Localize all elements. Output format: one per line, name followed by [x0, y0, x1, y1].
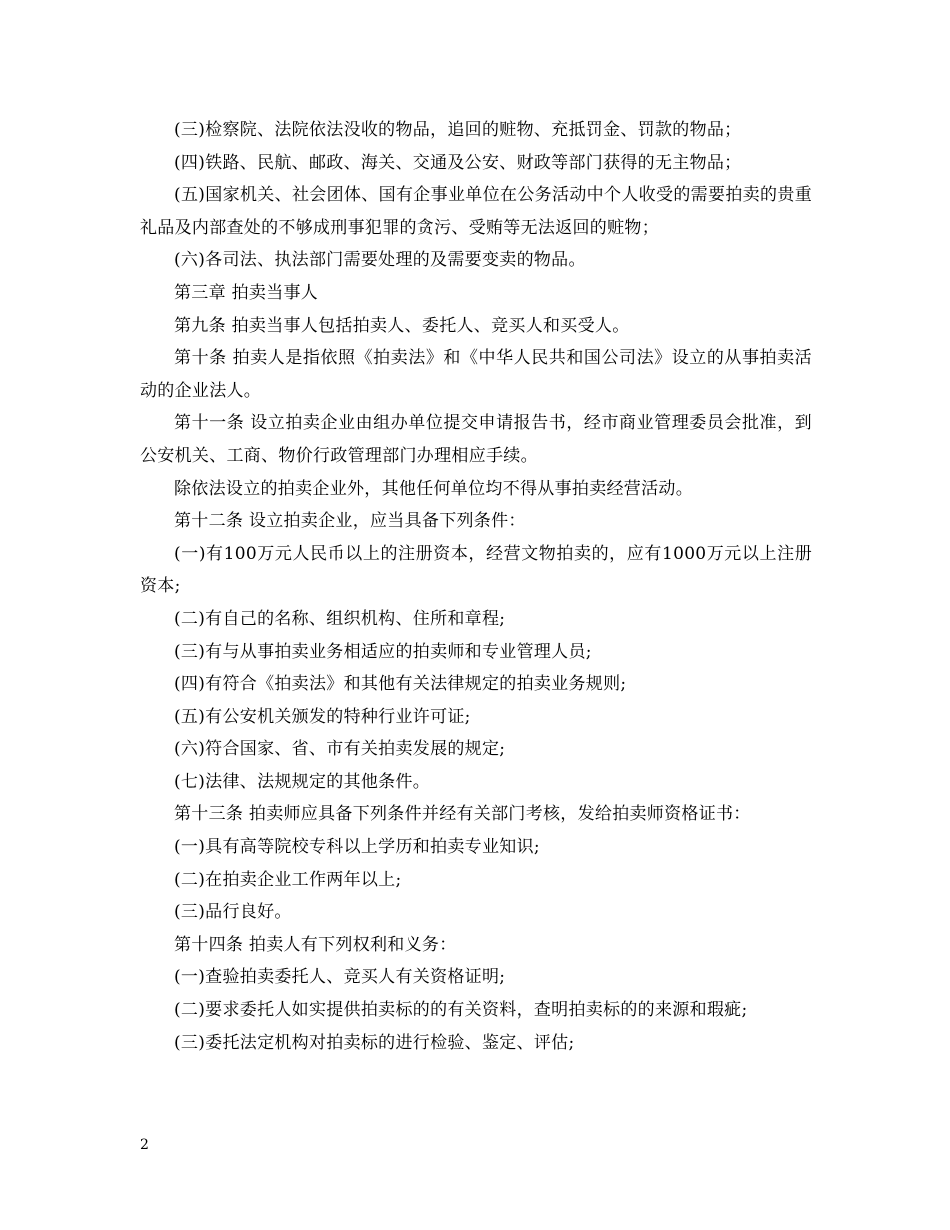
document-body: [140, 114, 812, 1059]
paragraph: (一)有100万元人民币以上的注册资本，经营文物拍卖的，应有1000万元以上注册资本;: [140, 543, 812, 597]
paragraph: (三)检察院、法院依法没收的物品，追回的赃物、充抵罚金、罚款的物品；: [174, 120, 742, 140]
paragraph: (六)符合国家、省、市有关拍卖发展的规定;: [174, 739, 506, 760]
article-paragraph: 第十二条 设立拍卖企业，应当具备下列条件：: [174, 511, 526, 532]
paragraph: (七)法律、法规规定的其他条件。: [174, 771, 431, 792]
paragraph: (三)委托法定机构对拍卖标的进行检验、鉴定、评估;: [174, 1032, 575, 1053]
paragraph: 除依法设立的拍卖企业外，其他任何单位均不得从事拍卖经营活动。: [174, 478, 693, 499]
paragraph: (三)有与从事拍卖业务相适应的拍卖师和专业管理人员;: [174, 641, 592, 662]
paragraph: (五)有公安机关颁发的特种行业许可证;: [174, 706, 471, 727]
article-paragraph: 第十四条 拍卖人有下列权利和义务：: [174, 934, 457, 955]
article-paragraph: 第十一条 设立拍卖企业由组办单位提交申请报告书，经市商业管理委员会批准，到公安机关、工商、物价行政管理部门办理相应手续。: [140, 413, 812, 466]
article-paragraph: 第十三条 拍卖师应具备下列条件并经有关部门考核，发给拍卖师资格证书：: [174, 804, 751, 825]
paragraph: (一)查验拍卖委托人、竞买人有关资格证明;: [174, 967, 506, 988]
paragraph: (五)国家机关、社会团体、国有企事业单位在公务活动中个人收受的需要拍卖的贵重礼品及内部查处的不够成刑事犯罪的贪污、受贿等无法返回的赃物；: [140, 185, 812, 238]
paragraph: (一)具有高等院校专科以上学历和拍卖专业知识;: [174, 837, 540, 858]
paragraph: (四)有符合《拍卖法》和其他有关法律规定的拍卖业务规则;: [174, 674, 627, 695]
paragraph: (六)各司法、执法部门需要处理的及需要变卖的物品。: [174, 250, 586, 271]
page-number: 2: [140, 1137, 149, 1153]
paragraph: (三)品行良好。: [174, 902, 292, 923]
paragraph: (二)有自己的名称、组织机构、住所和章程;: [174, 608, 506, 629]
article-paragraph: 第十条 拍卖人是指依照《拍卖法》和《中华人民共和国公司法》设立的从事拍卖活动的企业法人。: [140, 348, 812, 401]
paragraph: (二)要求委托人如实提供拍卖标的的有关资料，查明拍卖标的的来源和瑕疵;: [174, 1000, 748, 1021]
chapter-heading: 第三章 拍卖当事人: [174, 282, 319, 303]
paragraph: (二)在拍卖企业工作两年以上;: [174, 869, 402, 890]
article-paragraph: 第九条 拍卖当事人包括拍卖人、委托人、竞买人和买受人。: [174, 315, 630, 336]
paragraph: (四)铁路、民航、邮政、海关、交通及公安、财政等部门获得的无主物品；: [174, 152, 742, 173]
